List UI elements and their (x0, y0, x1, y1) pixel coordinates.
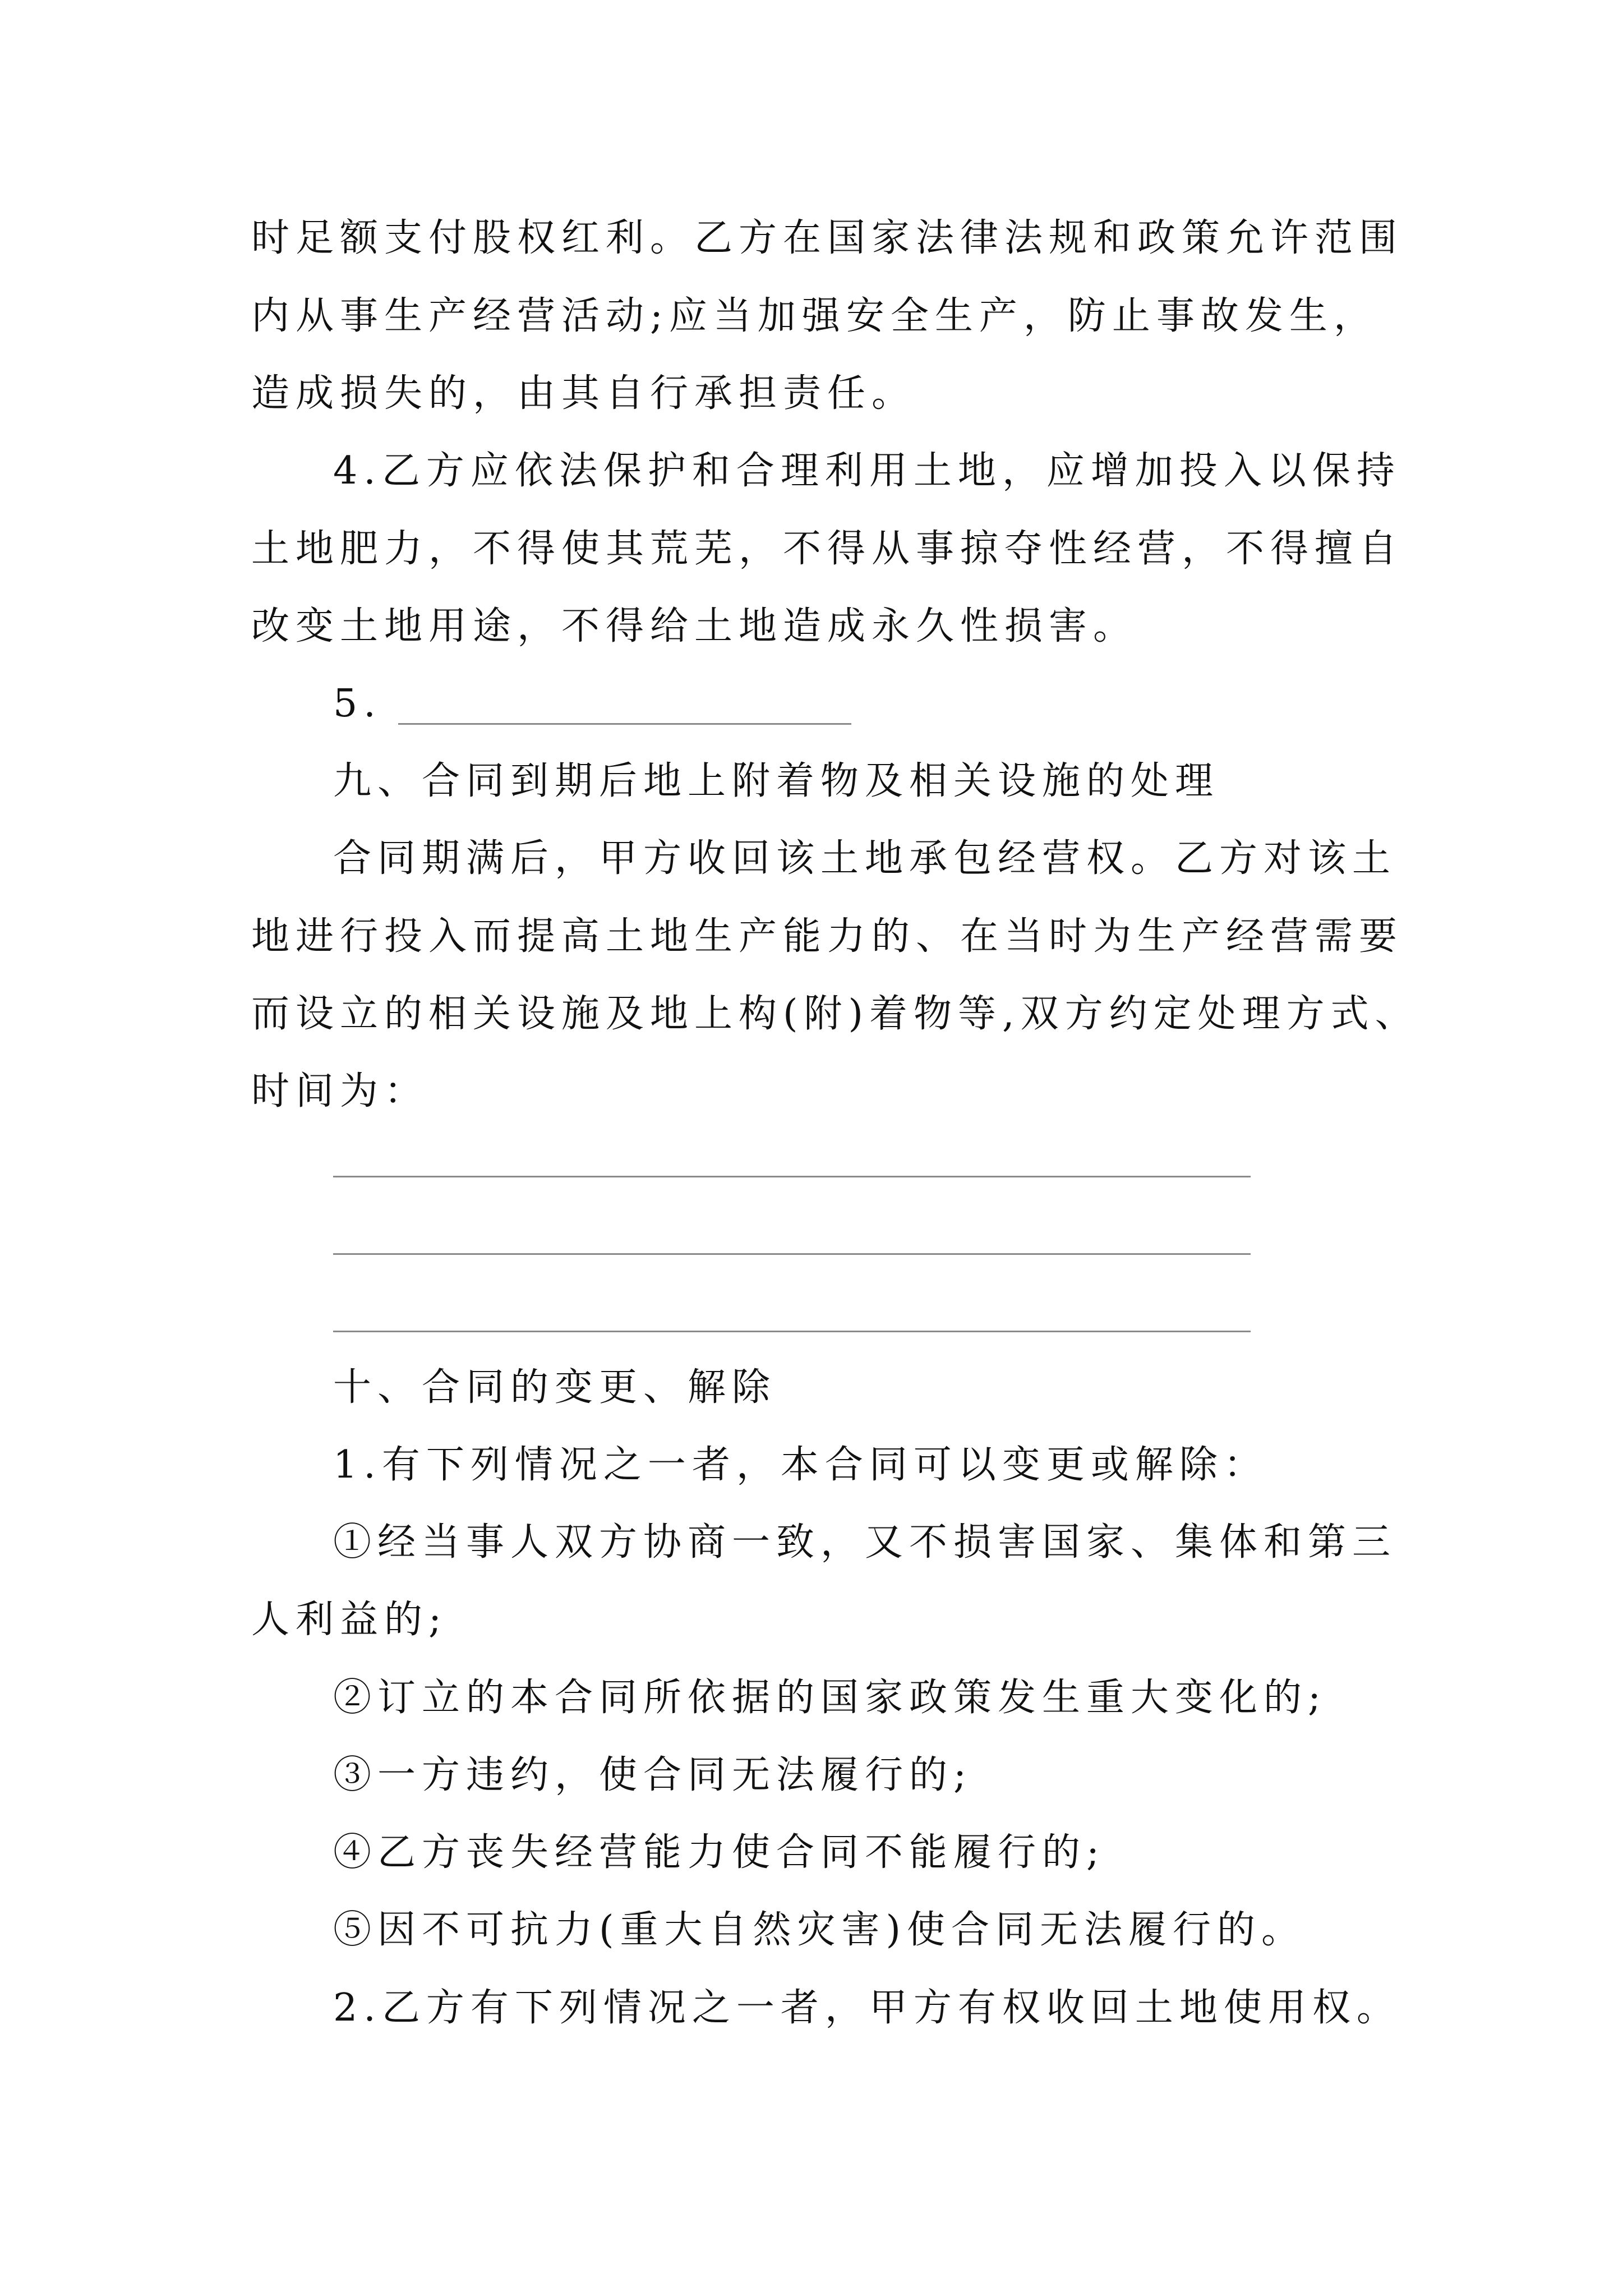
text-line: 改变土地用途，不得给土地造成永久性损害。 (251, 604, 1138, 648)
section-heading: 十、合同的变更、解除 (333, 1365, 777, 1410)
list-item: ⑤因不可抗力(重大自然灾害)使合同无法履行的。 (333, 1908, 1306, 1952)
blank-fill-line (398, 723, 851, 725)
text-line: 人利益的; (251, 1598, 448, 1642)
text-line: 地进行投入而提高土地生产能力的、在当时为生产经营需要 (251, 914, 1404, 959)
list-item: ④乙方丧失经营能力使合同不能履行的; (333, 1830, 1105, 1875)
text-line: 造成损失的，由其自行承担责任。 (251, 371, 916, 416)
list-item: ②订立的本合同所依据的国家政策发生重大变化的; (333, 1676, 1327, 1720)
blank-fill-line (333, 1253, 1251, 1255)
text-line: 土地肥力，不得使其荒芜，不得从事掠夺性经营，不得擅自 (251, 527, 1404, 571)
text-line: 时间为： (251, 1069, 429, 1114)
section-heading: 九、合同到期后地上附着物及相关设施的处理 (333, 759, 1220, 803)
text-line: 2.乙方有下列情况之一者，甲方有权收回土地使用权。 (333, 1986, 1401, 2030)
item-number: 5. (333, 682, 382, 726)
list-item: ③一方违约，使合同无法履行的; (333, 1753, 972, 1797)
blank-fill-line (333, 1176, 1251, 1177)
text-line: 合同期满后，甲方收回该土地承包经营权。乙方对该土 (333, 836, 1397, 881)
text-line: 时足额支付股权红利。乙方在国家法律法规和政策允许范围 (251, 216, 1404, 260)
text-line: 4.乙方应依法保护和合理利用土地，应增加投入以保持 (333, 449, 1401, 493)
text-line: 1.有下列情况之一者，本合同可以变更或解除： (333, 1443, 1268, 1487)
blank-fill-line (333, 1331, 1251, 1332)
text-line: 内从事生产经营活动;应当加强安全生产，防止事故发生， (251, 294, 1378, 338)
text-line: 而设立的相关设施及地上构(附)着物等,双方约定处理方式、 (251, 992, 1419, 1036)
list-item: ①经当事人双方协商一致，又不损害国家、集体和第三 (333, 1520, 1397, 1565)
